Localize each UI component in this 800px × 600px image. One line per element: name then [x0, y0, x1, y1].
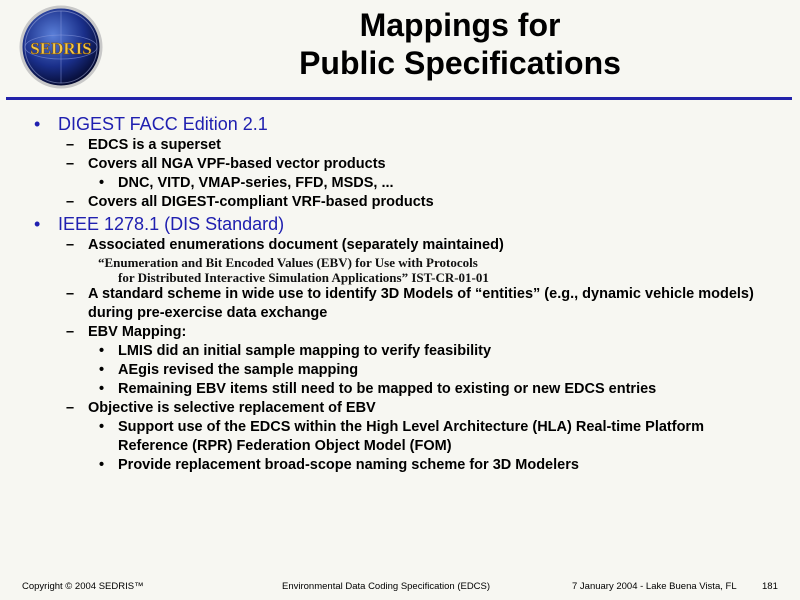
dot-marker: • — [99, 362, 105, 378]
sub-sub-bullet-text: AEgis revised the sample mapping — [118, 362, 359, 378]
title-line-2: Public Specifications — [299, 45, 621, 81]
title-rule — [6, 97, 792, 100]
bullet-marker: • — [34, 214, 41, 234]
dot-marker: • — [99, 381, 105, 397]
sub-sub-bullet-text: Remaining EBV items still need to be mapped to existing or new EDCS entries — [118, 381, 657, 397]
sub-bullet-text: Covers all DIGEST-compliant VRF-based products — [88, 194, 434, 210]
sub-bullet — [0, 193, 800, 212]
sub-bullet — [0, 136, 800, 155]
sub-sub-bullet-text: DNC, VITD, VMAP-series, FFD, MSDS, ... — [118, 175, 394, 191]
slide-body — [0, 112, 800, 475]
sub-bullet-text: EBV Mapping: — [88, 324, 187, 340]
sedris-logo — [18, 4, 104, 90]
dash-marker: – — [66, 286, 75, 302]
sub-sub-bullet — [0, 361, 800, 380]
bullet-ieee-title: IEEE 1278.1 (DIS Standard) — [58, 214, 285, 234]
bullet-ieee — [0, 212, 800, 236]
sub-bullet-text: Objective is selective replacement of EBV — [88, 400, 376, 416]
dash-marker: – — [66, 137, 75, 153]
slide-footer — [0, 581, 800, 595]
footer-copyright: Copyright © 2004 SEDRIS™ — [22, 581, 144, 592]
sub-sub-bullet-text: Provide replacement broad-scope naming scheme for 3D Modelers — [118, 457, 579, 473]
sub-sub-bullet — [0, 456, 800, 475]
dot-marker: • — [99, 175, 105, 191]
dot-marker: • — [99, 419, 105, 435]
bullet-marker: • — [34, 114, 41, 134]
sub-bullet-text: EDCS is a superset — [88, 137, 221, 153]
dash-marker: – — [66, 400, 75, 416]
ebv-reference-quote — [0, 255, 800, 285]
dot-marker: • — [99, 457, 105, 473]
sub-bullet — [0, 285, 800, 323]
slide-title — [180, 6, 740, 82]
sub-bullet — [0, 155, 800, 174]
sub-sub-bullet-text: Support use of the EDCS within the High Level Architecture (HLA) Real-time Platform Reference (RPR) Federation Object Model (FOM) — [118, 419, 704, 454]
quote-line-2: for Distributed Interactive Simulation Applications” IST-CR-01-01 — [118, 270, 489, 285]
sub-bullet-text: Associated enumerations document (separately maintained) — [88, 237, 504, 253]
sub-sub-bullet — [0, 380, 800, 399]
footer-doc-title: Environmental Data Coding Specification (EDCS) — [282, 581, 491, 592]
sub-sub-bullet-text: LMIS did an initial sample mapping to verify feasibility — [118, 343, 492, 359]
footer-date-location: 7 January 2004 - Lake Buena Vista, FL — [572, 581, 737, 592]
sub-bullet-text: Covers all NGA VPF-based vector products — [88, 156, 386, 172]
sub-sub-bullet — [0, 174, 800, 193]
quote-line-1: “Enumeration and Bit Encoded Values (EBV) for Use with Protocols — [98, 255, 478, 270]
dash-marker: – — [66, 156, 75, 172]
sub-bullet — [0, 236, 800, 255]
dash-marker: – — [66, 194, 75, 210]
sub-bullet — [0, 323, 800, 342]
bullet-digest-title: DIGEST FACC Edition 2.1 — [58, 114, 268, 134]
sub-sub-bullet — [0, 418, 800, 456]
sub-sub-bullet — [0, 342, 800, 361]
svg-text:SEDRIS: SEDRIS — [30, 39, 92, 58]
dot-marker: • — [99, 343, 105, 359]
footer-page-number: 181 — [762, 581, 778, 592]
dash-marker: – — [66, 324, 75, 340]
sub-bullet — [0, 399, 800, 418]
title-line-1: Mappings for — [359, 7, 561, 43]
sub-bullet-text: A standard scheme in wide use to identify 3D Models of “entities” (e.g., dynamic vehicle models) during pre-exercise data exchange — [88, 286, 754, 321]
dash-marker: – — [66, 237, 75, 253]
bullet-digest — [0, 112, 800, 136]
